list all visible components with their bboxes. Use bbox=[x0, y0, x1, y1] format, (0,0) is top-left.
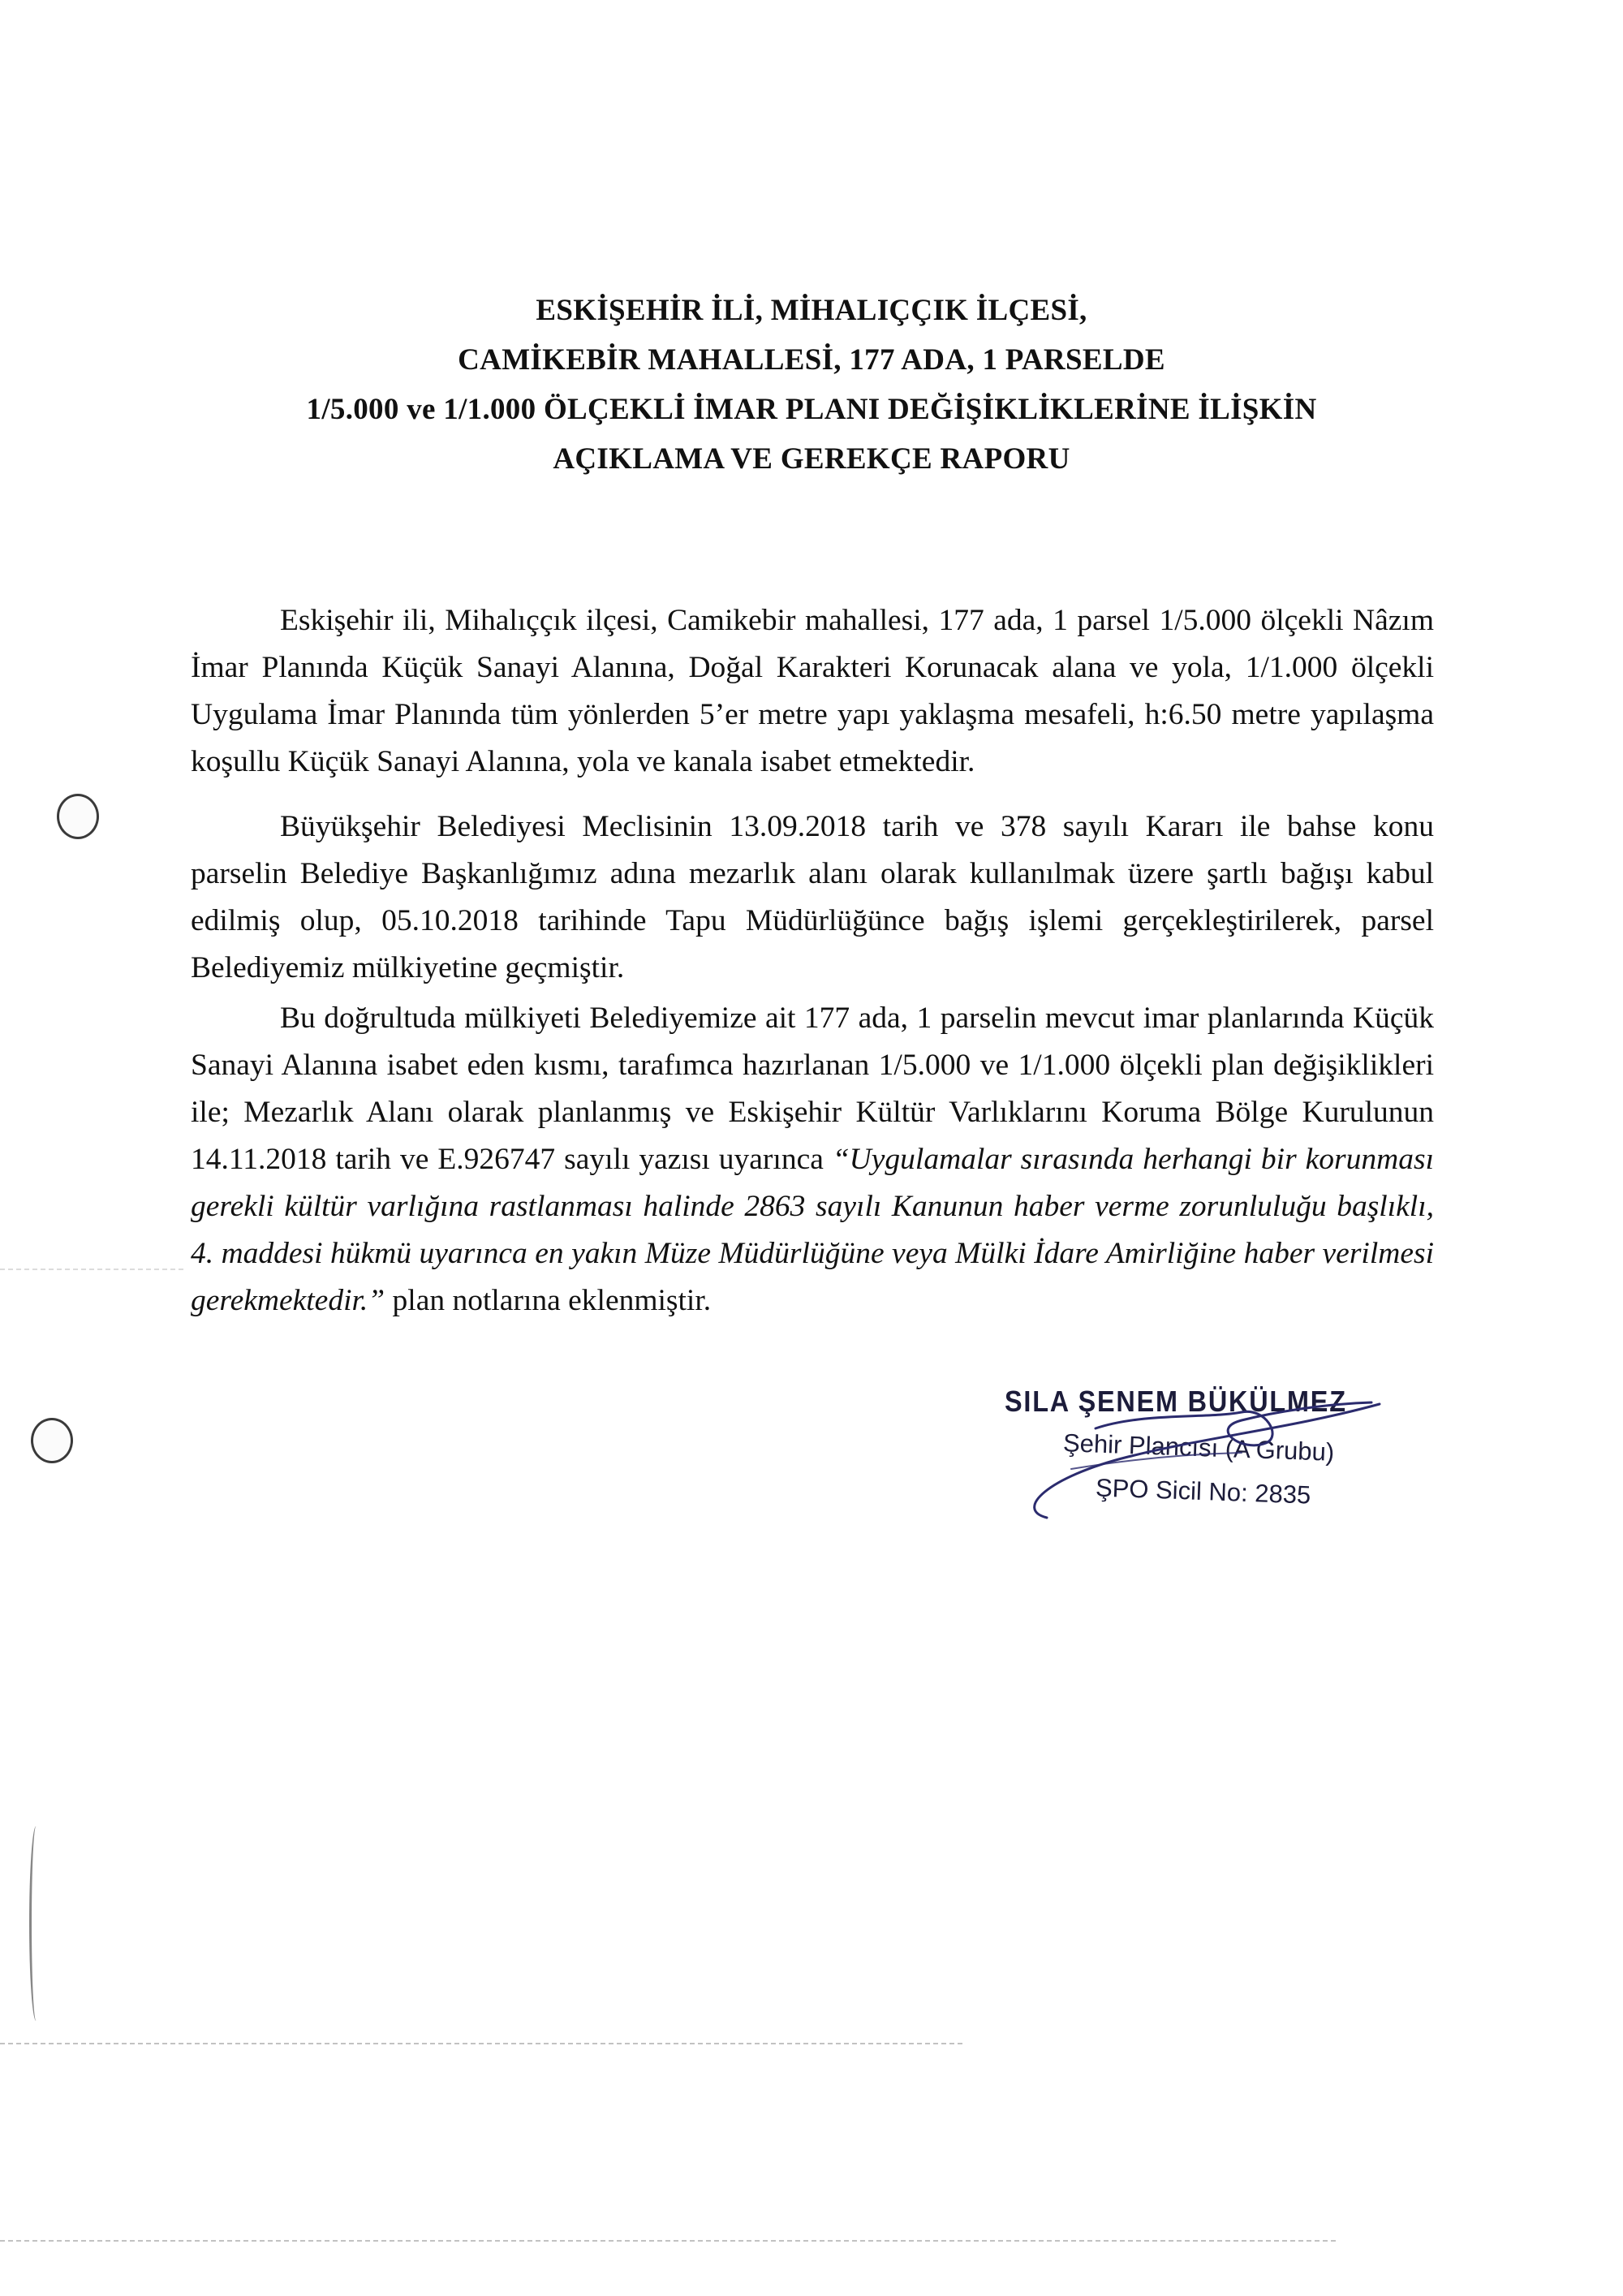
paragraph-1-text: Eskişehir ili, Mihalıççık ilçesi, Camikebir mahallesi, 177 ada, 1 parsel 1/5.000 ölçekli Nâzım İmar Planında Küçük Sanayi Alanına, Doğal Karakteri Korunacak alana ve yola, 1/1.000 ölçekli Uygulama İmar Planında tüm yönlerden 5’er metre yapı yaklaşma mesafeli, h:6.50 metre yapılaşma koşullu Küçük Sanayi Alanına, yola ve kanala isabet etmektedir. bbox=[191, 604, 1434, 778]
paragraph-3-quote: “Uygulamalar sırasında herhangi bir korunması gerekli kültür varlığına rastlanması halinde 2863 sayılı Kanunun haber verme zorunluluğu başlıklı, 4. maddesi hükmü uyarınca en yakın Müze Müdürlüğüne veya Mülki İdare Amirliğine haber verilmesi gerekmektedir.” bbox=[191, 1143, 1434, 1317]
paragraph-1 bbox=[191, 597, 1434, 786]
title-line-3: 1/5.000 ve 1/1.000 ÖLÇEKLİ İMAR PLANI DEĞİŞİKLİKLERİNE İLİŞKİN bbox=[306, 393, 1317, 426]
title-line-1: ESKİŞEHİR İLİ, MİHALIÇÇIK İLÇESİ, bbox=[536, 294, 1087, 327]
punch-hole bbox=[31, 1418, 73, 1463]
signature-stamp bbox=[998, 1380, 1420, 1542]
scan-edge-mark bbox=[29, 1826, 43, 2021]
handwritten-signature bbox=[998, 1380, 1420, 1542]
title-line-4: AÇIKLAMA VE GEREKÇE RAPORU bbox=[553, 442, 1070, 476]
scan-artifact-line bbox=[0, 2240, 1339, 2242]
punch-hole bbox=[57, 794, 99, 839]
paragraph-2 bbox=[191, 803, 1434, 992]
stamp-title: Şehir Plancısı (A Grubu) bbox=[1062, 1428, 1335, 1467]
stamp-registry-number: ŞPO Sicil No: 2835 bbox=[1095, 1473, 1311, 1510]
paragraph-3-text-start: Bu doğrultuda mülkiyeti Belediyemize ait 177 ada, 1 parselin mevcut imar planlarında Küçük Sanayi Alanına isabet eden kısmı, tarafımca hazırlanan 1/5.000 ve 1/1.000 ölçekli plan değişiklikleri ile; Mezarlık Alanı olarak planlanmış ve Eskişehir Kültür Varlıklarını Koruma Bölge Kurulunun 14.11.2018 tarih ve E.926747 sayılı yazısı uyarınca bbox=[191, 1002, 1434, 1176]
scan-artifact-line bbox=[0, 1269, 187, 1270]
stamp-name: SILA ŞENEM BÜKÜLMEZ bbox=[1005, 1385, 1347, 1418]
paragraph-3-text-end: plan notlarına eklenmiştir. bbox=[385, 1284, 712, 1317]
paragraph-3 bbox=[191, 995, 1434, 1325]
scan-artifact-line bbox=[0, 2043, 966, 2044]
report-title bbox=[0, 286, 1623, 484]
title-line-2: CAMİKEBİR MAHALLESİ, 177 ADA, 1 PARSELDE bbox=[458, 343, 1165, 377]
paragraph-2-text: Büyükşehir Belediyesi Meclisinin 13.09.2018 tarih ve 378 sayılı Kararı ile bahse konu parselin Belediye Başkanlığımız adına mezarlık alanı olarak kullanılmak üzere şartlı bağışı kabul edilmiş olup, 05.10.2018 tarihinde Tapu Müdürlüğünce bağış işlemi gerçekleştirilerek, parsel Belediyemiz mülkiyetine geçmiştir. bbox=[191, 810, 1434, 984]
